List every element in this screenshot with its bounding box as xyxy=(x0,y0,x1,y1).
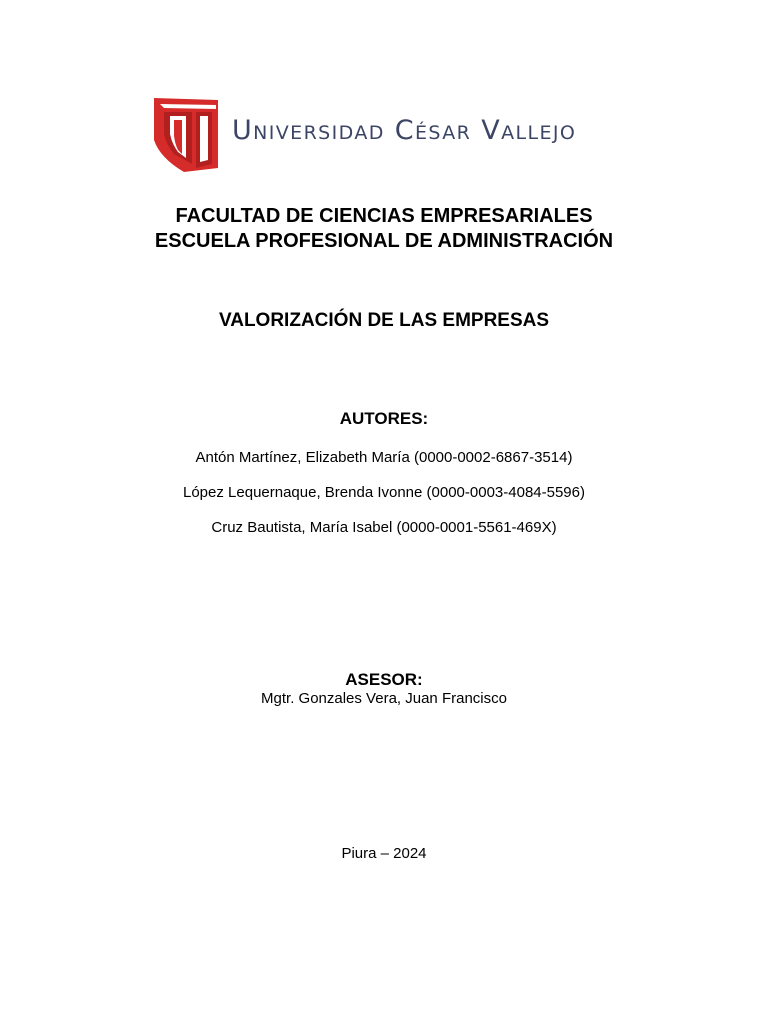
university-shield-icon xyxy=(152,98,220,172)
place-date: Piura – 2024 xyxy=(341,845,427,862)
university-logo xyxy=(152,98,622,172)
faculty-block xyxy=(0,204,768,254)
faculty-name: FACULTAD DE CIENCIAS EMPRESARIALES xyxy=(175,205,593,227)
author-item: López Lequernaque, Brenda Ivonne (0000-0003-4084-5596) xyxy=(183,484,585,501)
advisor-name: Mgtr. Gonzales Vera, Juan Francisco xyxy=(261,690,507,707)
authors-heading: AUTORES: xyxy=(339,409,429,428)
author-item: Antón Martínez, Elizabeth María (0000-0002-6867-3514) xyxy=(195,449,573,466)
author-item: Cruz Bautista, María Isabel (0000-0001-5561-469X) xyxy=(211,519,557,536)
school-name: ESCUELA PROFESIONAL DE ADMINISTRACIÓN xyxy=(154,230,614,252)
document-title: VALORIZACIÓN DE LAS EMPRESAS xyxy=(218,310,550,331)
university-name: Universidad César Vallejo xyxy=(232,115,577,146)
advisor-heading: ASESOR: xyxy=(345,670,423,689)
